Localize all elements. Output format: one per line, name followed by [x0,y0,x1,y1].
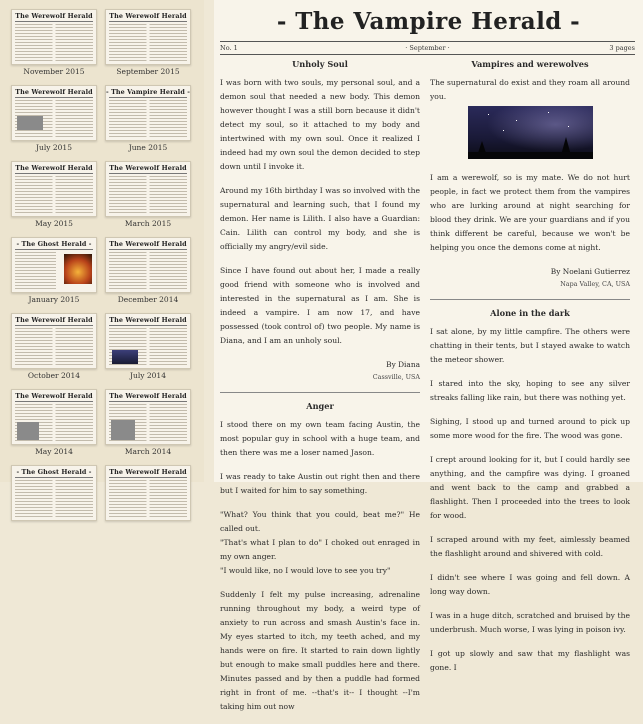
article-title: Alone in the dark [490,308,570,318]
article-paragraph: I crept around looking for it, but I could hardly see anything, and the campfire was dying. I groaned and went back to the camp and grabbed a flashlight. Then I proceeded into the trees to look for wood. [430,455,630,520]
thumbnail-page [105,313,191,369]
author-location: Cassville, USA [372,373,420,381]
thumbnail-page [105,85,191,141]
thumbnail-date: November 2015 [23,67,85,76]
dateline-bar [220,41,635,55]
article-paragraph: Suddenly I felt my pulse increasing, adrenaline running throughout my body, a weird type of anxiety to run across and smash Austin's face in. My eyes started to itch, my teeth ached, and my hands were on fire. It started to rain down lightly but enough to make small puddles here and there. Minutes passed and by then a puddle had formed right in front of me. --that's it-- I thought --I'm taking him out now [220,590,420,711]
thumbnail-page [11,161,97,217]
thumbnail-photo [64,254,92,284]
issue-thumbnail[interactable] [105,313,191,380]
newspaper-title: - The Vampire Herald - [276,8,581,35]
thumbnail-date: September 2015 [116,67,180,76]
thumbnail-date: March 2014 [124,447,172,456]
thumbnail-date: January 2015 [28,295,80,304]
page-count: 3 pages [609,44,635,52]
right-column [430,58,630,685]
issue-thumbnail[interactable] [11,85,97,152]
thumbnail-masthead: The Werewolf Herald [109,12,187,20]
article-divider [220,392,420,393]
article-paragraph: Around my 16th birthday I was so involved with the supernatural and learning such, that I found my demon. Her name is Lilith. I also have a Guardian: Cain. Lilith can control my body, and she is officially my angry/evil side. [220,186,420,251]
thumbnail-date: July 2015 [36,143,72,152]
issue-thumbnail[interactable] [11,313,97,380]
article-paragraph: I didn't see where I was going and fell down. A long way down. [430,573,630,596]
article-byline [430,265,630,291]
thumbnail-page [105,389,191,445]
article-paragraph: I was ready to take Austin out right then and there but I waited for him to say something. [220,472,420,495]
thumbnail-masthead: The Werewolf Herald [15,88,93,96]
issue-thumbnail[interactable] [11,9,97,76]
article-paragraph: Since I have found out about her, I made a really good friend with someone who is involved and interested in the supernatural as I am. She is indeed a vampire. I am now 17, and have possessed (took control of) two people. My name is Diana, and I am an unholy soul. [220,266,420,345]
issue-thumbnail[interactable] [105,237,191,304]
article-intro: The supernatural do exist and they roam all around you. [430,78,630,101]
thumbnail-masthead: - The Ghost Herald - [16,468,92,476]
article-title: Unholy Soul [292,59,348,69]
thumbnail-page [11,85,97,141]
article-paragraph: I was in a huge ditch, scratched and bruised by the underbrush. Much worse, I was lying in poison ivy. [430,611,630,634]
issue-month: · September · [405,44,450,52]
article-paragraph: "What? You think that you could, beat me?" He called out. [220,510,420,533]
article-paragraph: I scraped around with my feet, aimlessly beamed the flashlight around and shivered with cold. [430,535,630,558]
issue-thumbnail[interactable] [105,389,191,456]
thumbnail-date: July 2014 [130,371,166,380]
thumbnail-masthead: The Werewolf Herald [109,240,187,248]
thumbnail-photo [112,350,138,364]
author-name: By Noelani Gutierrez [550,267,630,276]
issue-thumbnail[interactable] [105,161,191,228]
thumbnail-masthead: The Werewolf Herald [15,12,93,20]
thumbnail-masthead: The Werewolf Herald [15,316,93,324]
thumbnail-masthead: The Werewolf Herald [109,316,187,324]
article-paragraph: I stared into the sky, hoping to see any silver streaks falling like rain, but there was nothing yet. [430,379,630,402]
thumbnail-date: May 2015 [35,219,73,228]
thumbnail-page [11,465,97,521]
thumbnail-page [105,9,191,65]
thumbnail-page [105,465,191,521]
thumbnail-page [105,237,191,293]
thumbnail-date: March 2015 [124,219,172,228]
article-paragraph: Sighing, I stood up and turned around to pick up some more wood for the fire. The wood was gone. [430,417,630,440]
issue-thumbnail[interactable] [11,161,97,228]
thumbnail-date: December 2014 [117,295,179,304]
article-paragraph: "That's what I plan to do" I choked out enraged in my own anger. [220,538,420,561]
thumbnail-page [11,9,97,65]
issue-number: No. 1 [220,44,238,52]
article-divider [430,299,630,300]
thumbnail-masthead: - The Vampire Herald - [106,88,190,96]
thumbnail-masthead: The Werewolf Herald [109,468,187,476]
issue-thumbnail[interactable] [11,237,97,304]
left-column [220,58,420,724]
article-title: Vampires and werewolves [471,59,589,69]
thumbnail-masthead: The Werewolf Herald [109,164,187,172]
thumbnail-page [11,313,97,369]
thumbnail-photo [111,420,135,440]
thumbnail-date: May 2014 [35,447,73,456]
article-title: Anger [306,401,334,411]
thumbnail-page [105,161,191,217]
article-paragraph: I sat alone, by my little campfire. The others were chatting in their tents, but I stayed awake to watch the meteor shower. [430,327,630,364]
issue-thumbnail[interactable] [105,465,191,521]
thumbnail-date: June 2015 [128,143,168,152]
issue-thumbnail[interactable] [105,85,191,152]
article-paragraph: I am a werewolf, so is my mate. We do not hurt people, in fact we protect them from the vampires who are lurking around at night searching for blood they drink. We are your guardians and if you think different be careful, because we won't be helping you once the demons come at night. [430,173,630,252]
author-name: By Diana [386,360,420,369]
thumbnail-page [11,389,97,445]
thumbnail-masthead: - The Ghost Herald - [16,240,92,248]
thumbnail-page [11,237,97,293]
article-paragraph: I was born with two souls, my personal soul, and a demon soul that needed a new body. This demon however thought I was a still born because it didn't detect my soul, so it attached to my body and intertwined with my own soul. Once it realized I indeed had my own soul the demon decided to step down until I invoke it. [220,78,420,171]
article-paragraph: I stood there on my own team facing Austin, the most popular guy in school with a huge team, and then there was me a loser named Jason. [220,420,420,457]
thumbnail-masthead: The Werewolf Herald [15,164,93,172]
issue-thumbnail[interactable] [11,465,97,521]
article-paragraph: I got up slowly and saw that my flashlight was gone. I [430,649,630,672]
article-paragraph: "I would like, no I would love to see you try" [220,566,391,575]
issue-thumbnail[interactable] [105,9,191,76]
newspaper-page[interactable] [214,0,643,711]
thumbnail-masthead: The Werewolf Herald [109,392,187,400]
author-location: Napa Valley, CA, USA [560,280,630,288]
article-byline [220,358,420,384]
thumbnail-date: October 2014 [27,371,81,380]
issue-thumbnail[interactable] [11,389,97,456]
thumbnail-photo [17,422,39,440]
thumbnail-photo [17,116,43,130]
night-sky-photo [468,106,593,159]
issues-sidebar[interactable] [0,0,204,482]
thumbnail-masthead: The Werewolf Herald [15,392,93,400]
